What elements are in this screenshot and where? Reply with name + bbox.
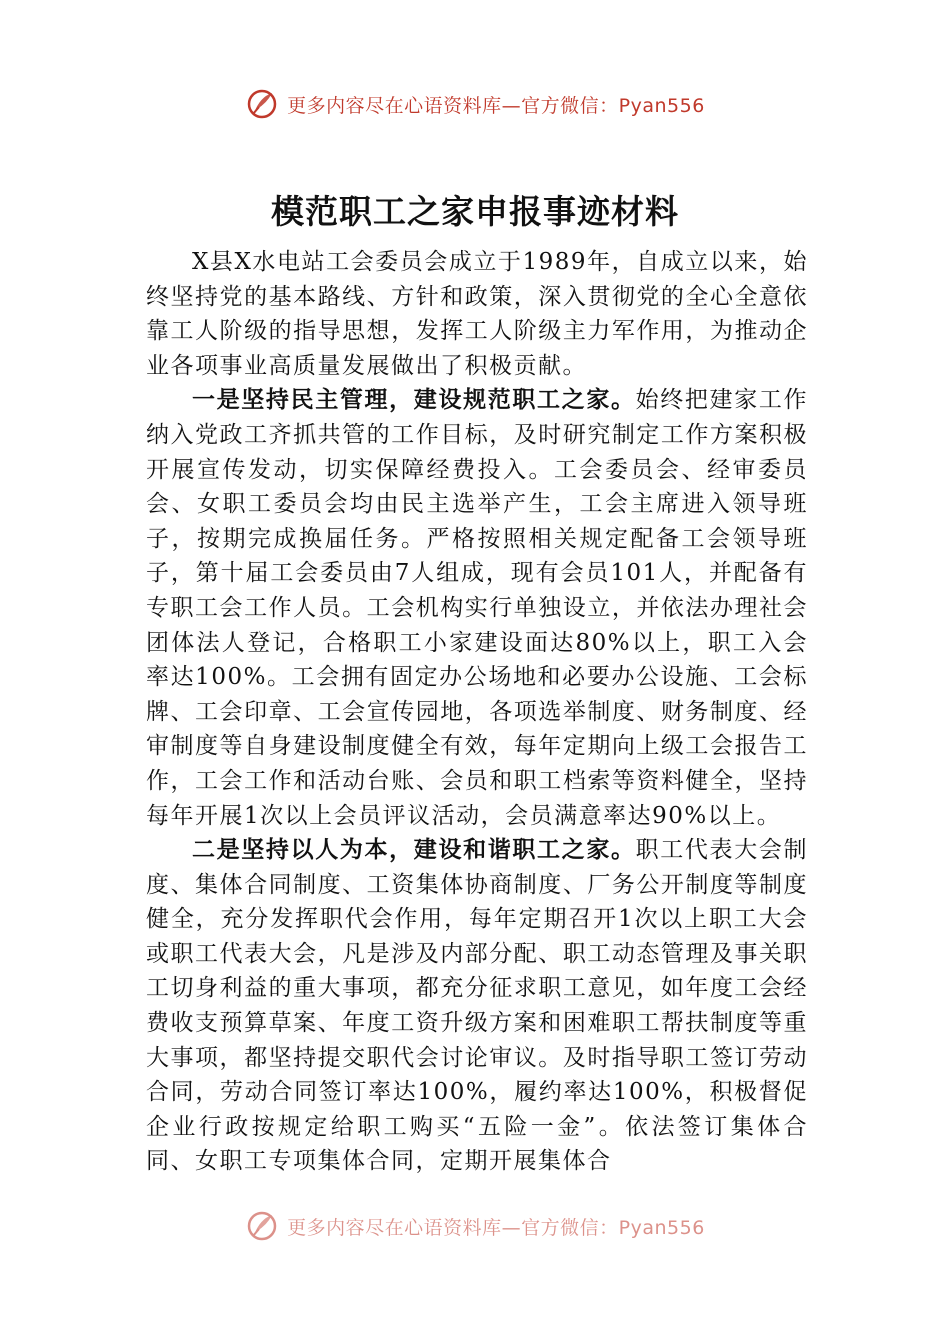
section-1-text: 始终把建家工作纳入党政工齐抓共管的工作目标，及时研究制定工作方案积极开展宣传发动，切实保障经费投入。工会委员会、经审委员会、女职工委员会均由民主选举产生，工会主席进入领导班子，按期完成换届任务。严格按照相关规定配备工会领导班子，第十届工会委员由7人组成，现有会员101人，并配备有专职工会工作人员。工会机构实行单独设立，并依法办理社会团体法人登记，合格职工小家建设面达80%以上，职工入会率达100%。工会拥有固定办公场地和必要办公设施、工会标牌、工会印章、工会宣传园地，各项选举制度、财务制度、经审制度等自身建设制度健全有效，每年定期向上级工会报告工作，工会工作和活动台账、会员和职工档索等资料健全，坚持每年开展1次以上会员评议活动，会员满意率达90%以上。: [146, 387, 809, 829]
watermark-text: 更多内容尽在心语资料库—官方微信：Pyan556: [287, 94, 705, 117]
intro-paragraph: X县X水电站工会委员会成立于1989年，自成立以来，始终坚持党的基本路线、方针和政策，深入贯彻党的全心全意依靠工人阶级的指导思想，发挥工人阶级主力军作用，为推动企业各项事业高质量发展做出了积极贡献。: [146, 249, 808, 379]
watermark-header: [0, 84, 950, 124]
section-2-text: 职工代表大会制度、集体合同制度、工资集体协商制度、厂务公开制度等制度健全，充分发挥职代会作用，每年定期召开1次以上职工大会或职工代表大会，凡是涉及内部分配、职工动态管理及事关职工切身利益的重大事项，都充分征求职工意见，如年度工会经费收支预算草案、年度工资升级方案和困难职工帮扶制度等重大事项，都坚持提交职代会讨论审议。及时指导职工签订劳动合同，劳动合同签订率达100%，履约率达100%，积极督促企业行政按规定给职工购买“五险一金”。依法签订集体合同、女职工专项集体合同，定期开展集体合: [146, 837, 809, 1175]
section-2-heading: 二是坚持以人为本，建设和谐职工之家。: [192, 836, 636, 864]
section-2-paragraph: [146, 833, 808, 1179]
watermark-footer: [0, 1206, 950, 1246]
section-1-heading: 一是坚持民主管理，建设规范职工之家。: [192, 386, 636, 414]
watermark-text: 更多内容尽在心语资料库—官方微信：Pyan556: [287, 1216, 705, 1239]
feather-logo-icon: [245, 87, 279, 121]
document-body: [146, 245, 808, 1179]
feather-logo-icon: [245, 1209, 279, 1243]
section-1-paragraph: [146, 383, 808, 833]
document-title: 模范职工之家申报事迹材料: [271, 192, 679, 231]
